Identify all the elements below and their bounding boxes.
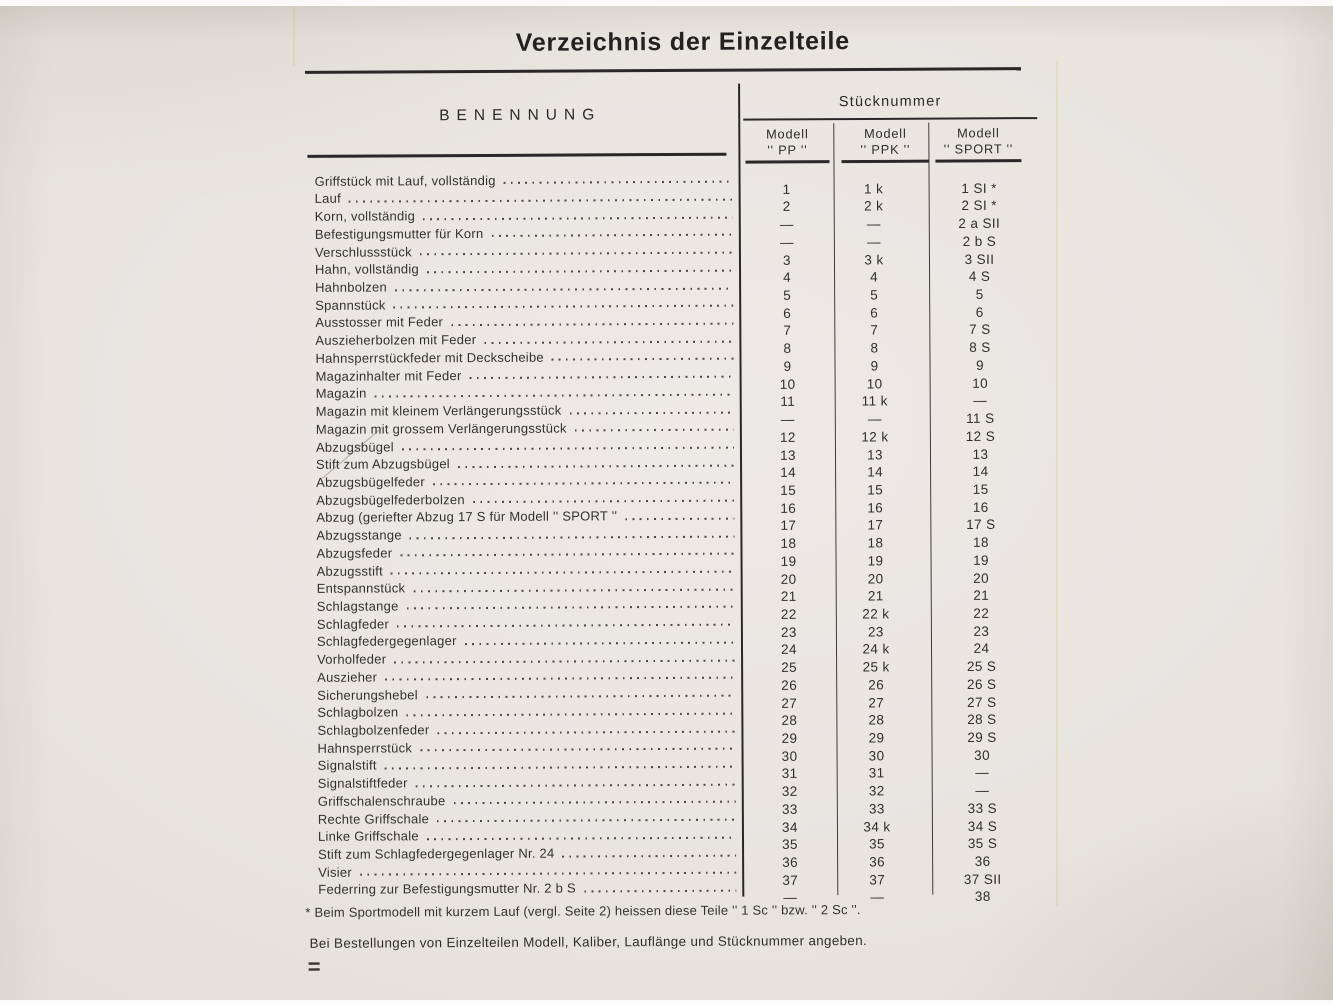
part-name-region xyxy=(315,207,739,224)
ppk-number-cell: 11 k xyxy=(861,393,888,409)
part-name: Korn, vollständig xyxy=(314,208,416,225)
ppk-number-cell: 36 xyxy=(869,854,886,870)
pp-number-cell: 11 xyxy=(780,394,796,410)
ppk-number-cell: — xyxy=(867,411,882,427)
sport-number-cell: 16 xyxy=(972,499,989,515)
ppk-number-cell: 6 xyxy=(870,305,879,321)
part-name: Schlagfedergegenlager xyxy=(316,633,457,650)
dotted-leader xyxy=(470,376,734,379)
pp-number-cell: 6 xyxy=(783,305,792,321)
scan-streak-artifact xyxy=(293,6,295,66)
part-name-region xyxy=(316,508,740,525)
pp-column-underline xyxy=(745,160,829,163)
dotted-leader xyxy=(375,394,734,398)
footnote: * Beim Sportmodell mit kurzem Lauf (vergl. Seite 2) heissen diese Teile '' 1 Sc '' bzw. '' 2 Sc ''. xyxy=(305,902,861,920)
pp-number-cell: 9 xyxy=(783,358,792,374)
part-name: Hahn, vollständig xyxy=(314,261,420,278)
title-rule xyxy=(305,67,1021,74)
sport-column-underline xyxy=(935,159,1021,162)
pp-number-cell: 13 xyxy=(780,447,796,463)
sport-number-cell: 9 xyxy=(976,357,985,373)
part-name: Abzug (geriefter Abzug 17 S für Modell '' SPORT '' xyxy=(316,508,618,526)
sport-number-cell: — xyxy=(975,765,990,781)
part-name: Abzugsbügelfeder xyxy=(316,474,425,490)
sport-number-cell: 33 S xyxy=(967,800,998,816)
part-name-region xyxy=(316,384,740,401)
part-name: Befestigungsmutter für Korn xyxy=(314,225,484,242)
part-name: Ausstosser mit Feder xyxy=(315,314,444,331)
sport-number-cell: 1 SI * xyxy=(961,180,997,196)
dotted-leader xyxy=(394,659,735,663)
sport-number-cell: 29 S xyxy=(967,729,997,745)
dotted-leader xyxy=(410,535,735,539)
part-name-region xyxy=(315,242,739,259)
sport-number-cell: 26 S xyxy=(966,676,997,692)
ppk-number-cell: 4 xyxy=(870,269,879,285)
dotted-leader xyxy=(473,500,734,503)
part-name: Schlagstange xyxy=(316,598,399,614)
sport-number-cell: 24 xyxy=(973,641,990,657)
ppk-column-underline xyxy=(841,160,929,163)
modell-ppk-line2: '' PPK '' xyxy=(860,141,911,157)
pp-number-cell: 34 xyxy=(781,819,798,835)
sport-number-cell: 30 xyxy=(974,747,991,763)
ppk-number-cell: 19 xyxy=(867,553,884,569)
part-name: Magazin xyxy=(315,385,367,402)
dotted-leader xyxy=(360,872,736,876)
sport-number-cell: — xyxy=(973,393,988,409)
part-name-region xyxy=(316,490,740,507)
modell-pp-line2: '' PP '' xyxy=(767,141,808,157)
pp-number-cell: 8 xyxy=(783,341,792,357)
ppk-number-cell: 27 xyxy=(868,694,885,711)
ppk-number-cell: 17 xyxy=(867,517,884,533)
part-name: Schlagbolzen xyxy=(317,704,399,721)
part-name: Auszieher xyxy=(317,669,378,685)
pp-number-cell: 18 xyxy=(780,535,797,552)
dotted-leader xyxy=(458,464,734,467)
part-name: Abzugsstange xyxy=(316,527,402,543)
sport-number-cell: 8 S xyxy=(969,340,991,356)
ppk-number-cell: 37 xyxy=(869,872,886,888)
part-name-region xyxy=(318,774,742,791)
ppk-number-cell: 14 xyxy=(867,464,884,480)
sport-number-cell: 28 S xyxy=(967,712,997,728)
part-name-region xyxy=(316,366,740,383)
pp-number-cell: 25 xyxy=(781,659,798,676)
sport-number-cell: 3 SII xyxy=(964,251,995,267)
dotted-leader xyxy=(413,588,734,592)
part-name: Entspannstück xyxy=(316,580,406,597)
dotted-leader xyxy=(570,411,734,414)
stuecknummer-group-header: Stücknummer xyxy=(838,93,942,111)
ppk-number-cell: 20 xyxy=(867,570,884,586)
pp-number-cell: 4 xyxy=(783,270,792,286)
part-name-region xyxy=(317,561,741,578)
part-name: Lauf xyxy=(314,191,341,207)
modell-pp-line1: Modell xyxy=(766,126,809,142)
ppk-number-cell: 29 xyxy=(868,730,885,746)
dotted-leader xyxy=(420,748,735,752)
dotted-leader xyxy=(575,429,734,432)
sport-number-cell: 2 a SII xyxy=(958,215,1001,232)
ppk-number-cell: — xyxy=(866,216,881,232)
part-name: Magazin mit grossem Verlängerungsstück xyxy=(315,420,567,437)
dotted-leader xyxy=(391,571,735,575)
part-name: Signalstift xyxy=(317,757,377,774)
ppk-number-cell: 16 xyxy=(867,500,884,516)
part-name-region xyxy=(318,880,742,897)
pp-number-cell: 14 xyxy=(780,465,797,481)
dotted-leader xyxy=(349,199,733,203)
ppk-number-cell: 28 xyxy=(868,712,885,728)
dotted-leader xyxy=(420,252,733,256)
part-name-region xyxy=(318,792,742,809)
pp-number-cell: 33 xyxy=(781,801,798,817)
sport-number-cell: 7 S xyxy=(969,322,991,338)
pp-number-cell: — xyxy=(783,890,798,906)
sport-number-cell: 38 xyxy=(974,889,991,905)
part-name-region xyxy=(315,278,739,295)
part-name: Abzugsstift xyxy=(316,563,383,579)
dotted-leader xyxy=(453,801,735,804)
sport-number-cell: 37 SII xyxy=(963,871,1002,887)
ppk-number-cell: 10 xyxy=(866,376,883,392)
part-name-region xyxy=(318,845,742,862)
part-name: Stift zum Abzugsbügel xyxy=(316,456,450,473)
part-name-region xyxy=(316,455,740,472)
sport-number-cell: 20 xyxy=(973,570,990,586)
ppk-number-cell: 7 xyxy=(870,322,879,338)
ppk-number-cell: 33 xyxy=(868,801,885,817)
ordering-note: Bei Bestellungen von Einzelteilen Modell, Kaliber, Lauflänge und Stücknummer angeben. xyxy=(309,932,868,951)
part-name-region xyxy=(317,632,741,649)
pp-number-cell: 32 xyxy=(781,783,798,800)
part-name-region xyxy=(316,543,740,560)
dotted-leader xyxy=(400,553,734,557)
pp-number-cell: 21 xyxy=(780,589,797,605)
sport-number-cell: 12 S xyxy=(965,428,996,444)
pp-number-cell: 1 xyxy=(782,181,791,197)
pp-number-cell: — xyxy=(780,411,795,427)
dotted-leader xyxy=(395,287,733,291)
part-name: Hahnsperrstückfeder mit Deckscheibe xyxy=(315,349,544,366)
ppk-number-cell: 35 xyxy=(869,836,885,852)
pp-number-cell: 29 xyxy=(781,730,798,746)
pp-number-cell: 24 xyxy=(781,642,797,658)
pp-number-cell: 19 xyxy=(780,553,797,569)
sport-number-cell: 22 xyxy=(973,605,990,621)
part-name: Schlagbolzenfeder xyxy=(317,722,430,738)
part-name-region xyxy=(317,614,741,631)
pp-number-cell: 3 xyxy=(782,252,791,268)
dotted-leader xyxy=(465,642,735,645)
dotted-leader xyxy=(504,181,733,184)
benennung-column-header: BENENNUNG xyxy=(439,106,602,125)
part-name-region xyxy=(315,225,739,242)
ppk-number-cell: 18 xyxy=(867,535,884,551)
sport-number-cell: 10 xyxy=(972,375,989,391)
pp-number-cell: 23 xyxy=(780,624,797,640)
dotted-leader xyxy=(406,712,735,716)
ppk-number-cell: 15 xyxy=(867,482,884,498)
part-name-region xyxy=(317,721,741,738)
part-name-region xyxy=(318,862,742,879)
ppk-number-cell: — xyxy=(866,234,881,250)
pp-number-cell: 35 xyxy=(782,837,798,853)
document-sheet xyxy=(0,3,1333,1004)
part-name: Abzugsbügelfederbolzen xyxy=(316,491,465,508)
dotted-leader xyxy=(385,766,736,770)
part-name-region xyxy=(316,473,740,490)
part-name-region xyxy=(315,189,739,206)
sport-number-cell: 5 xyxy=(975,286,984,302)
part-name-region xyxy=(315,349,739,366)
ppk-number-cell: 24 k xyxy=(862,641,890,657)
pp-number-cell: 26 xyxy=(781,677,798,693)
ppk-number-cell: 13 xyxy=(867,446,883,462)
pp-number-cell: 22 xyxy=(780,606,797,622)
ppk-number-cell: 5 xyxy=(870,287,879,303)
sport-number-cell: 18 xyxy=(972,534,989,551)
sport-number-cell: 25 S xyxy=(966,658,997,675)
sport-number-cell: 13 xyxy=(972,446,989,462)
dotted-leader xyxy=(423,216,733,220)
dotted-leader xyxy=(437,819,736,823)
sport-number-cell: 4 S xyxy=(968,269,991,285)
pp-number-cell: 30 xyxy=(781,748,798,764)
ppk-number-cell: 34 k xyxy=(863,818,891,835)
ppk-number-cell: 3 k xyxy=(864,251,884,268)
pp-number-cell: 15 xyxy=(780,482,797,498)
part-name: Griffschalenschraube xyxy=(317,793,446,809)
part-name: Visier xyxy=(318,864,352,880)
ppk-number-cell: 22 k xyxy=(862,606,890,622)
part-name-region xyxy=(316,437,740,454)
part-name-region xyxy=(317,650,741,667)
modell-sport-line1: Modell xyxy=(957,125,1000,141)
table-row xyxy=(314,167,1039,197)
benennung-underline xyxy=(307,153,726,158)
part-name: Verschlussstück xyxy=(314,243,412,260)
table-rows xyxy=(314,167,1043,906)
dotted-leader xyxy=(416,783,736,787)
ppk-number-cell: 25 k xyxy=(862,659,890,675)
part-name-region xyxy=(315,171,739,188)
ppk-number-cell: 32 xyxy=(868,783,885,799)
sport-number-cell: 14 xyxy=(972,464,989,480)
stuecknummer-underline xyxy=(743,117,1037,121)
ppk-number-cell: 1 k xyxy=(863,181,884,197)
pp-number-cell: — xyxy=(779,234,794,250)
part-name: Sicherungshebel xyxy=(317,686,418,703)
pp-number-cell: 36 xyxy=(782,854,799,870)
pp-number-cell: 5 xyxy=(783,287,792,303)
part-name: Auszieherbolzen mit Feder xyxy=(315,332,477,349)
dotted-leader xyxy=(394,305,734,309)
dotted-leader xyxy=(584,890,736,893)
sport-number-cell: 15 xyxy=(972,481,989,497)
dotted-leader xyxy=(552,358,734,361)
ppk-number-cell: 31 xyxy=(868,765,885,781)
part-name: Vorholfeder xyxy=(317,651,387,667)
part-name: Magazinhalter mit Feder xyxy=(315,367,462,384)
dotted-leader xyxy=(563,854,737,857)
ppk-number-cell: 2 k xyxy=(864,198,884,214)
pp-number-cell: 10 xyxy=(779,376,796,392)
sport-number-cell: 2 b S xyxy=(962,233,997,249)
sport-number-cell: 35 S xyxy=(967,836,998,852)
sport-number-cell: — xyxy=(975,782,990,799)
scan-streak-artifact xyxy=(1056,61,1058,906)
dotted-leader xyxy=(397,624,735,628)
ppk-number-cell: 30 xyxy=(868,748,885,764)
part-name-region xyxy=(317,597,741,614)
dotted-leader xyxy=(407,606,735,610)
part-name-region xyxy=(318,827,742,844)
part-name-region xyxy=(318,756,742,773)
ppk-number-cell: 26 xyxy=(868,677,885,693)
sport-number-cell: 6 xyxy=(975,304,984,320)
part-name-region xyxy=(318,809,742,826)
ppk-number-cell: — xyxy=(870,889,885,905)
part-name: Hahnsperrstück xyxy=(317,740,413,756)
part-name-region xyxy=(315,295,739,312)
part-name-region xyxy=(316,526,740,543)
pp-number-cell: 20 xyxy=(780,571,797,587)
column-header-modell-sport xyxy=(932,125,1024,156)
ppk-number-cell: 23 xyxy=(867,624,884,640)
part-name-region xyxy=(315,331,739,348)
part-name-region xyxy=(317,667,741,684)
part-name: Federring zur Befestigungsmutter Nr. 2 b S xyxy=(318,880,576,898)
part-name-region xyxy=(315,260,739,277)
part-name: Schlagfeder xyxy=(316,616,390,632)
part-name: Stift zum Schlagfedergegenlager Nr. 24 xyxy=(318,845,555,862)
pp-number-cell: 17 xyxy=(780,518,797,534)
ppk-number-cell: 21 xyxy=(867,588,884,604)
pp-number-cell: 12 xyxy=(779,429,796,445)
part-name: Abzugsbügel xyxy=(315,438,394,455)
part-name: Abzugsfeder xyxy=(316,545,393,561)
dotted-leader xyxy=(491,234,732,237)
pp-number-cell: 27 xyxy=(781,695,798,711)
part-name-region xyxy=(317,579,741,596)
part-name-region xyxy=(317,738,741,755)
part-name-region xyxy=(317,703,741,720)
sport-number-cell: 17 S xyxy=(966,517,996,533)
sport-number-cell: 23 xyxy=(973,623,990,639)
dotted-leader xyxy=(426,695,735,699)
pp-number-cell: 31 xyxy=(781,766,798,782)
sport-number-cell: 11 S xyxy=(966,410,995,427)
sport-number-cell: 36 xyxy=(974,853,991,869)
dotted-leader xyxy=(433,482,734,486)
ppk-number-cell: 8 xyxy=(870,340,879,356)
dotted-leader xyxy=(427,269,733,273)
pp-number-cell: — xyxy=(779,217,794,233)
pp-number-cell: 7 xyxy=(783,323,792,339)
dotted-leader xyxy=(427,836,736,840)
part-name: Hahnbolzen xyxy=(315,279,388,295)
scanned-page xyxy=(0,6,1333,1000)
dotted-leader xyxy=(402,447,734,451)
part-name: Magazin mit kleinem Verlängerungsstück xyxy=(315,402,562,419)
modell-sport-line2: '' SPORT '' xyxy=(943,140,1014,157)
dotted-leader xyxy=(625,518,734,521)
page-mark: = xyxy=(307,953,321,979)
part-name-region xyxy=(315,313,739,330)
sport-number-cell: 34 S xyxy=(967,818,998,834)
sport-number-cell: 2 SI * xyxy=(961,198,997,214)
sport-number-cell: 21 xyxy=(973,588,990,604)
sport-number-cell: 19 xyxy=(973,552,989,568)
part-name: Rechte Griffschale xyxy=(317,810,430,827)
ppk-number-cell: 9 xyxy=(870,358,879,374)
column-header-modell-ppk xyxy=(840,126,930,157)
part-name-region xyxy=(316,402,740,419)
sport-number-cell: 27 S xyxy=(967,694,997,710)
dotted-leader xyxy=(451,323,733,326)
modell-ppk-line1: Modell xyxy=(864,125,907,141)
page-title: Verzeichnis der Einzelteile xyxy=(515,27,851,57)
pp-number-cell: 2 xyxy=(782,199,791,215)
pp-number-cell: 37 xyxy=(782,872,799,888)
part-name-region xyxy=(317,685,741,702)
part-name: Linke Griffschale xyxy=(317,828,419,845)
part-name: Griffstück mit Lauf, vollständig xyxy=(314,172,496,189)
pp-number-cell: 16 xyxy=(780,500,797,516)
dotted-leader xyxy=(385,677,735,681)
dotted-leader xyxy=(484,340,733,343)
part-name: Signalstiftfeder xyxy=(317,775,408,792)
pp-number-cell: 28 xyxy=(781,713,798,729)
column-header-modell-pp xyxy=(744,126,830,157)
part-name: Spannstück xyxy=(315,297,386,313)
dotted-leader xyxy=(437,730,735,734)
ppk-number-cell: 12 k xyxy=(861,429,889,445)
